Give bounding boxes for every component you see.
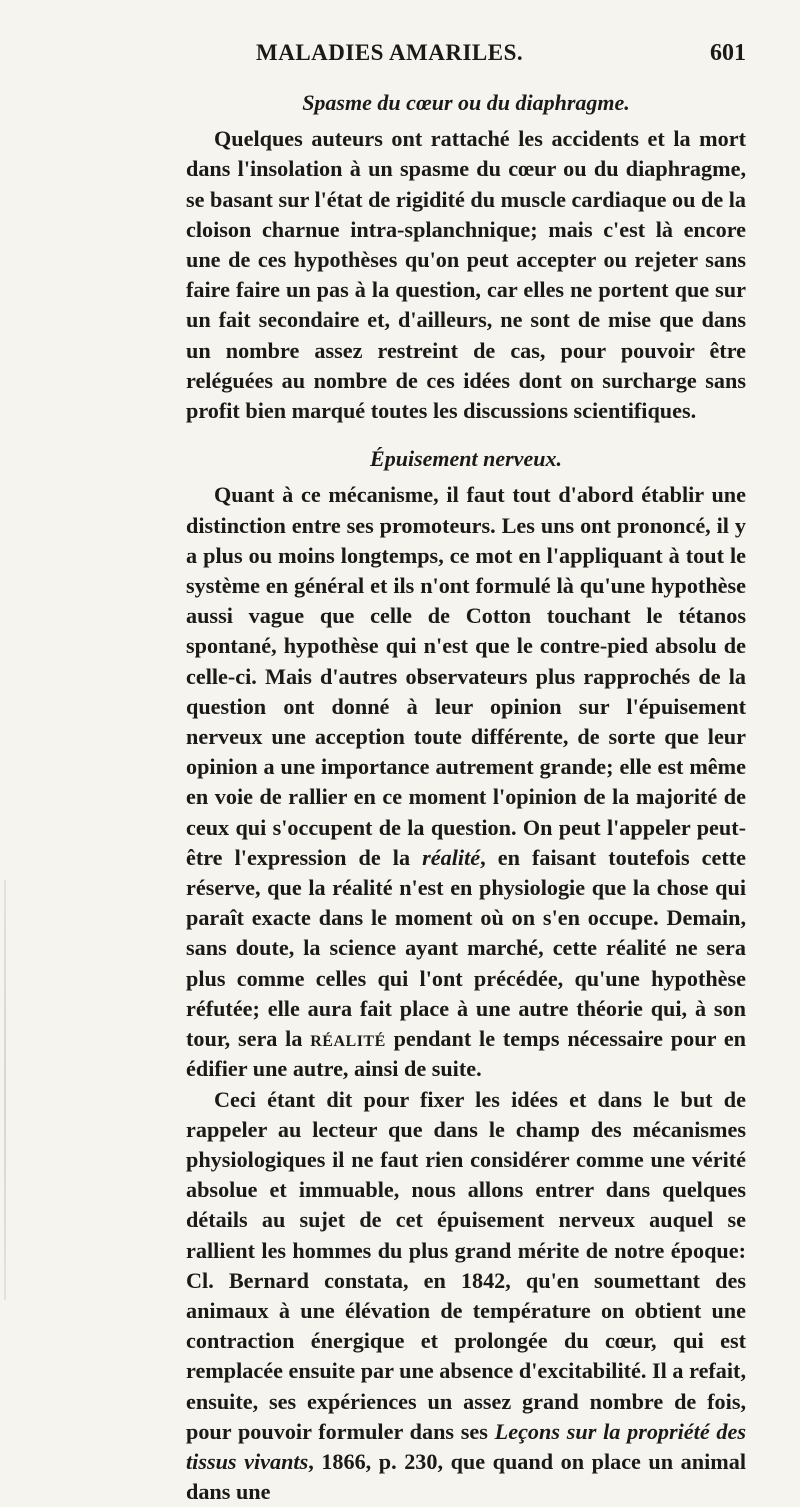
text-run: , 1866, p. 230, que quand on place un animal dans une [186, 1449, 746, 1504]
text-run: pendant le temps nécessaire pour en édifier une autre, ainsi de suite. [186, 1026, 746, 1081]
italic-book-title: Leçons sur la propriété des tissus vivants [186, 1419, 746, 1474]
section-heading-spasme: Spasme du cœur ou du diaphragme. [186, 88, 746, 118]
running-title: MALADIES AMARILES. [256, 40, 523, 66]
page-number: 601 [710, 40, 746, 67]
paragraph-epuisement-1 [186, 480, 746, 1084]
body-text [186, 88, 746, 1507]
smallcaps-term: réalité [310, 1026, 386, 1051]
text-run: , en faisant toutefois cette réserve, que la réalité n'est en physiologie que la chose qui paraît exacte dans le moment où on s'en occupe. Demain, sans doute, la science ayant marché, cette réalité ne sera plus comme celles qui l'ont précédée, qu'une hypothèse réfutée; elle aura fait place à une autre théorie qui, à son tour, sera la [186, 845, 746, 1051]
paragraph-spasme: Quelques auteurs ont rattaché les accidents et la mort dans l'insolation à un spasme du cœur ou du diaphragme, se basant sur l'état de rigidité du muscle cardiaque ou de la cloison charnue intra-splanchnique; mais c'est là encore une de ces hypothèses qu'on peut accepter ou rejeter sans faire faire un pas à la question, car elles ne portent que sur un fait secondaire et, d'ailleurs, ne sont de mise que dans un nombre assez restreint de cas, pour pouvoir être reléguées au nombre de ces idées dont on surcharge sans profit bien marqué toutes les discussions scientifiques. [186, 124, 746, 426]
scan-edge-shadow [4, 880, 6, 1300]
text-run: Quant à ce mécanisme, il faut tout d'abord établir une distinction entre ses promoteurs. Les uns ont prononcé, il y a plus ou moins longtemps, ce mot en l'appliquant à tout le système en général et ils n'ont formulé là qu'une hypothèse aussi vague que celle de Cotton touchant le tétanos spontané, hypothèse qui n'est que le contre-pied absolu de celle-ci. Mais d'autres observateurs plus rapprochés de la question ont donné à leur opinion sur l'épuisement nerveux une acception toute différente, de sorte que leur opinion a une importance autrement grande; elle est même en voie de rallier en ce moment l'opinion de la majorité de ceux qui s'occupent de la question. On peut l'appeler peut-être l'expression de la [186, 482, 746, 869]
italic-term: réalité [422, 845, 480, 870]
page-header [186, 40, 746, 74]
section-heading-epuisement: Épuisement nerveux. [186, 444, 746, 474]
paragraph-epuisement-2 [186, 1085, 746, 1507]
text-run: Ceci étant dit pour fixer les idées et dans le but de rappeler au lecteur que dans le champ des mécanismes physiologiques il ne faut rien considérer comme une vérité absolue et immuable, nous allons entrer dans quelques détails au sujet de cet épuisement nerveux auquel se rallient les hommes du plus grand mérite de notre époque: Cl. Bernard constata, en 1842, qu'en soumettant des animaux à une élévation de température on obtient une contraction énergique et prolongée du cœur, qui est remplacée ensuite par une absence d'excitabilité. Il a refait, ensuite, ses expériences un assez grand nombre de fois, pour pouvoir formuler dans ses [186, 1087, 746, 1444]
